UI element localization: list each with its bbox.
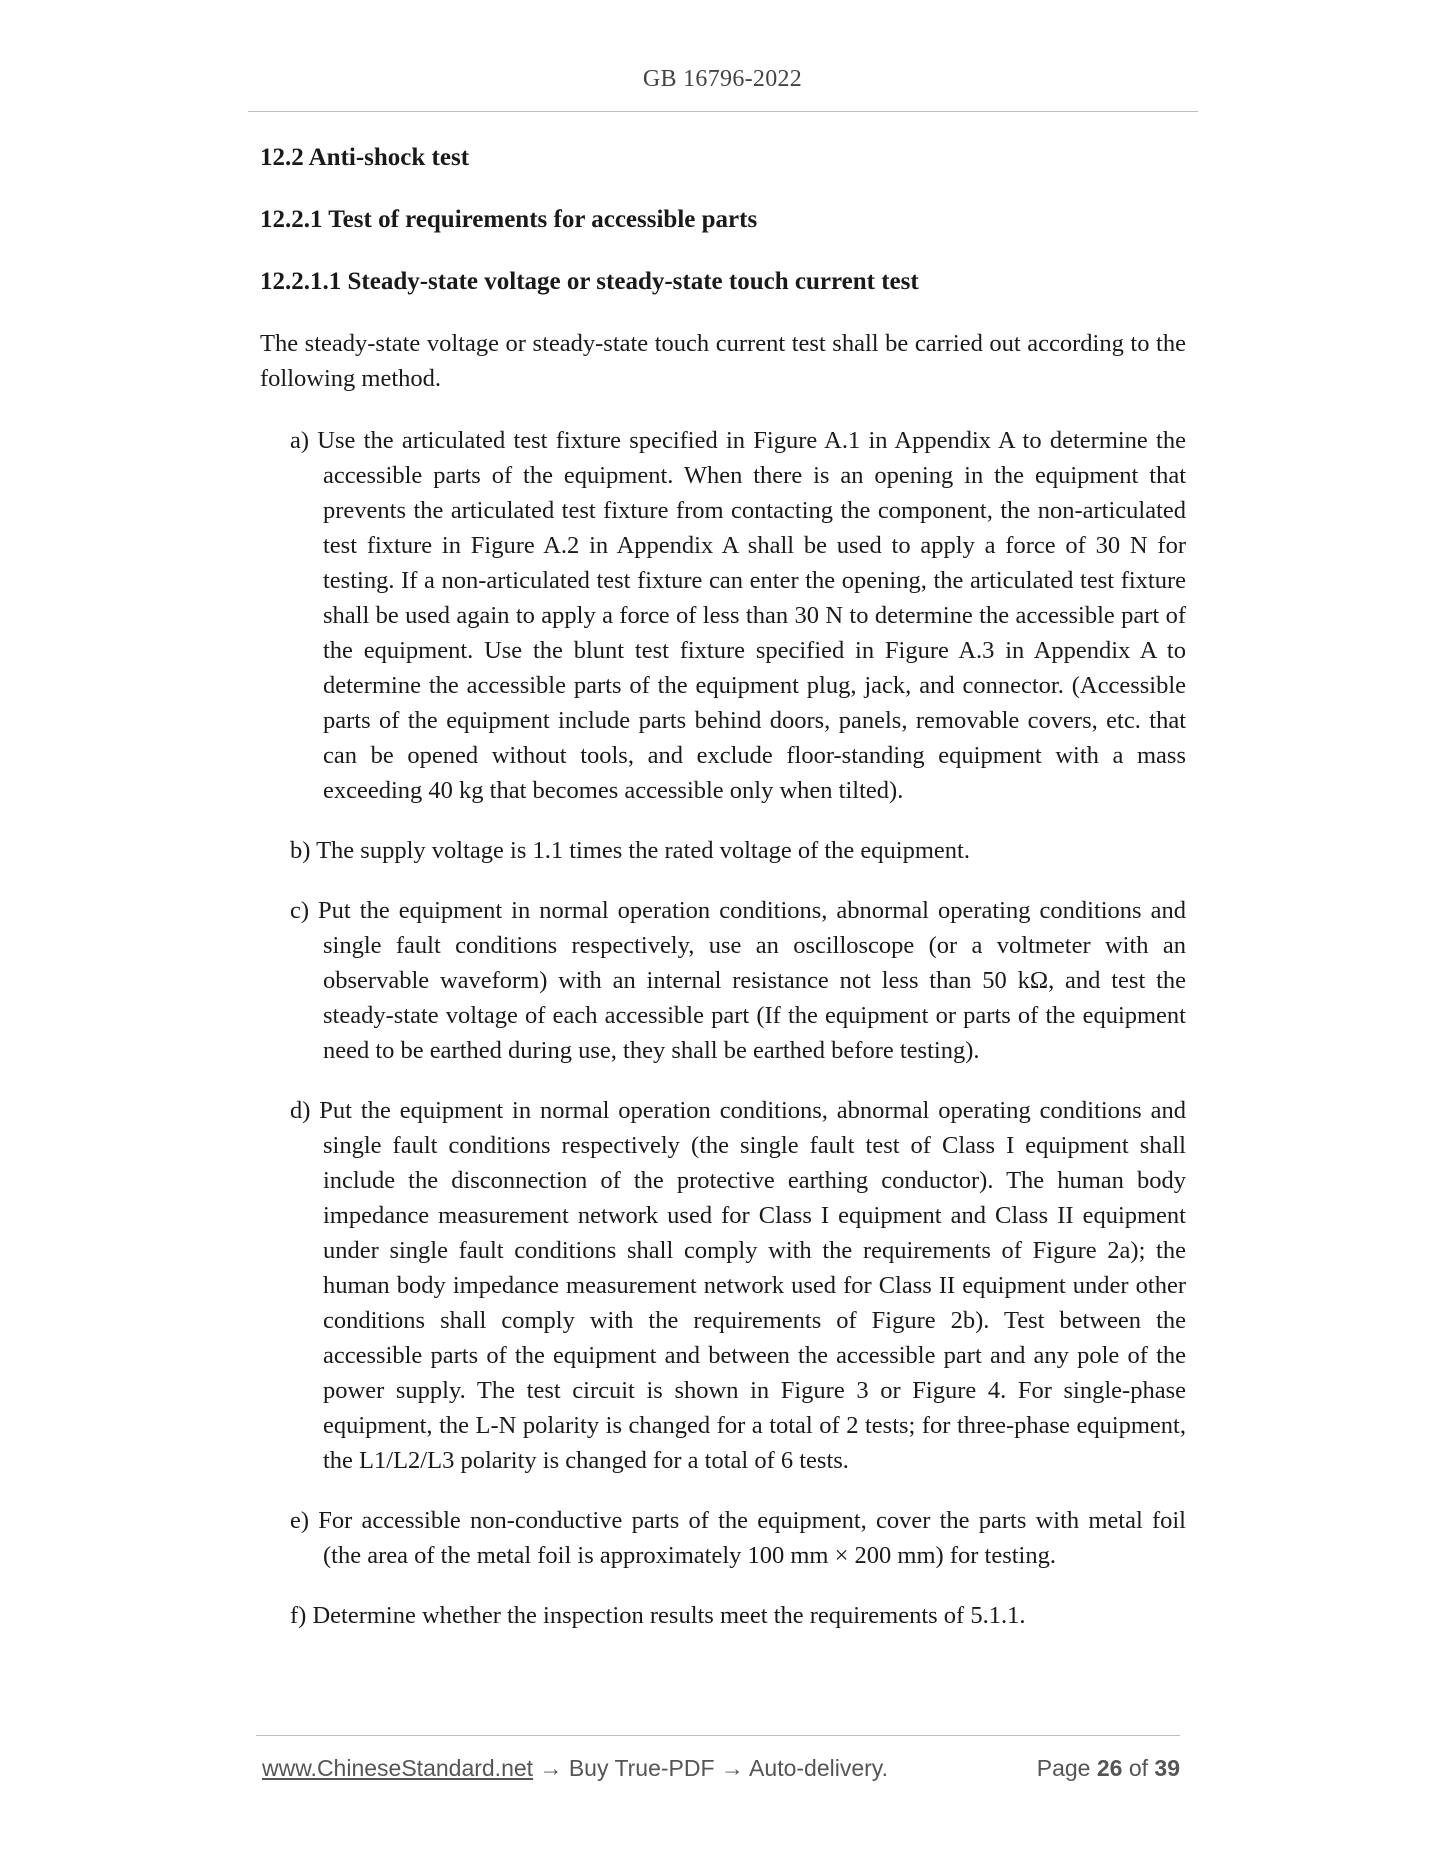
intro-paragraph: The steady-state voltage or steady-state touch current test shall be carried out according to the following method. — [260, 330, 1186, 392]
footer-promo — [262, 1755, 888, 1782]
list-item-b: b) The supply voltage is 1.1 times the rated voltage of the equipment. — [290, 837, 970, 864]
list-item-f: f) Determine whether the inspection results meet the requirements of 5.1.1. — [290, 1602, 1026, 1629]
header-divider — [248, 111, 1198, 112]
total-pages: 39 — [1154, 1755, 1180, 1781]
of-word: of — [1128, 1755, 1149, 1781]
list-item-a: a) Use the articulated test fixture specified in Figure A.1 in Appendix A to determine the accessible parts of the equipment. When there is an opening in the equipment that prevents the articulated test fixture from contacting the component, the non-articulated test fixture in Figure A.2 in Appendix A shall be used to apply a force of 30 N for testing. If a non-articulated test fixture can enter the opening, the articulated test fixture shall be used again to apply a force of less than 30 N to determine the accessible part of the equipment. Use the blunt test fixture specified in Figure A.3 in Appendix A to determine the accessible parts of the equipment plug, jack, and connector. (Accessible parts of the equipment include parts behind doors, panels, removable covers, etc. that can be opened without tools, and exclude floor-standing equipment with a mass exceeding 40 kg that becomes accessible only when tilted). — [290, 427, 1186, 804]
footer-divider — [256, 1735, 1180, 1736]
page-number — [1037, 1755, 1180, 1782]
page-content — [260, 140, 1186, 1658]
site-link[interactable]: www.ChineseStandard.net — [262, 1755, 534, 1781]
list-item-e: e) For accessible non-conductive parts of the equipment, cover the parts with metal foil (the area of the metal foil is approximately 100 mm × 200 mm) for testing. — [290, 1507, 1186, 1569]
page-word: Page — [1036, 1755, 1091, 1781]
list-item-d: d) Put the equipment in normal operation conditions, abnormal operating conditions and single fault conditions respectively (the single fault test of Class I equipment shall include the disconnection of the protective earthing conductor). The human body impedance measurement network used for Class I equipment and Class II equipment under single fault conditions shall comply with the requirements of Figure 2a); the human body impedance measurement network used for Class II equipment under other conditions shall comply with the requirements of Figure 2b). Test between the accessible parts of the equipment and between the accessible part and any pole of the power supply. The test circuit is shown in Figure 3 or Figure 4. For single-phase equipment, the L-N polarity is changed for a total of 2 tests; for three-phase equipment, the L1/L2/L3 polarity is changed for a total of 6 tests. — [290, 1097, 1186, 1474]
list-item-c: c) Put the equipment in normal operation conditions, abnormal operating conditions and single fault conditions respectively, use an oscilloscope (or a voltmeter with an observable waveform) with an internal resistance not less than 50 kΩ, and test the steady-state voltage of each accessible part (If the equipment or parts of the equipment need to be earthed during use, they shall be earthed before testing). — [290, 897, 1186, 1064]
footer-tagline: → Buy True-PDF → Auto-delivery. — [533, 1755, 888, 1781]
current-page: 26 — [1096, 1755, 1123, 1781]
section-heading-12-2: 12.2 Anti-shock test — [260, 144, 470, 171]
procedure-list — [260, 423, 1186, 1633]
document-code-header: GB 16796-2022 — [642, 66, 803, 92]
section-heading-12-2-1-1: 12.2.1.1 Steady-state voltage or steady-state touch current test — [260, 268, 919, 295]
section-heading-12-2-1: 12.2.1 Test of requirements for accessible parts — [260, 206, 758, 233]
